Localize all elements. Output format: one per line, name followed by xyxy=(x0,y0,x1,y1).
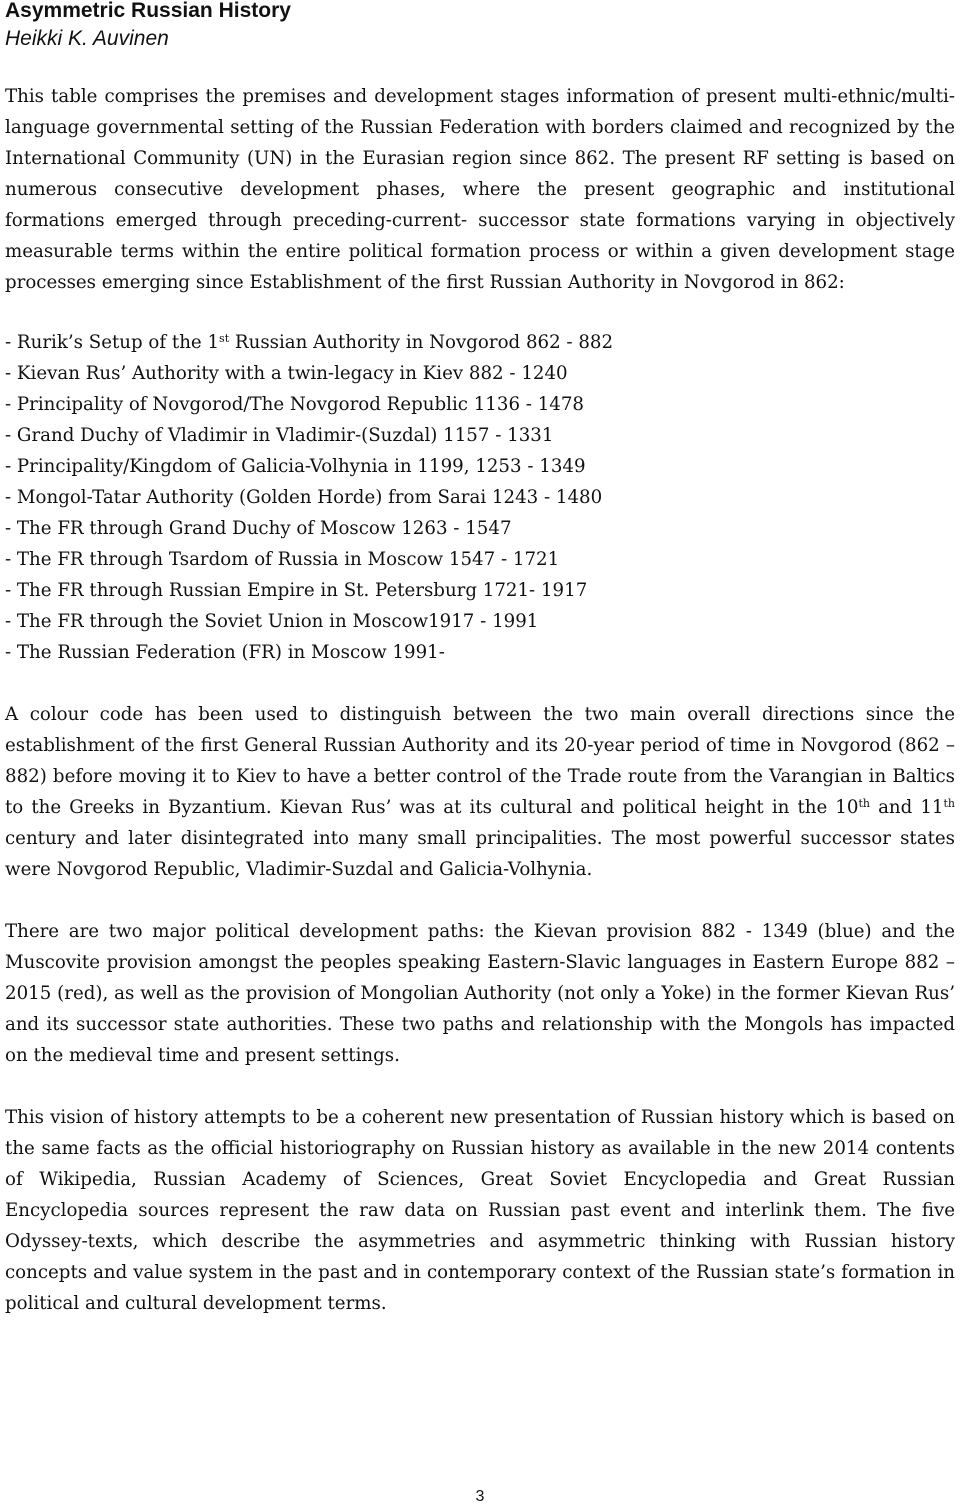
vision-paragraph: This vision of history attempts to be a coherent new presentation of Russian history which is based on the same facts as the official historiography on Russian history as available in the new 2014 contents of Wikipedia, Russian Academy of Sciences, Great Soviet Encyclopedia and Great Russian Encyclopedia sources represent the raw data on Russian past event and interlink them. The five Odyssey-texts, which describe the asymmetries and asymmetric thinking with Russian history concepts and value system in the past and in contemporary context of the Russian state’s formation in political and cultural development terms. xyxy=(5,1107,955,1314)
document-author: Heikki K. Auvinen xyxy=(5,27,169,50)
development-paths-paragraph: There are two major political development paths: the Kievan provision 882 - 1349 (blue) and the Muscovite provision amongst the peoples speaking Eastern-Slavic languages in Eastern Europe 882 – 2015 (red), as well as the provision of Mongolian Authority (not only a Yoke) in the former Kievan Rus’ and its successor state authorities. These two paths and relationship with the Mongols has impacted on the medieval time and present settings. xyxy=(5,921,955,1066)
ordinal-suffix: st xyxy=(219,332,230,345)
list-item: - The FR through the Soviet Union in Moscow1917 - 1991 xyxy=(5,611,539,632)
list-item xyxy=(5,327,955,358)
development-stages-list xyxy=(5,327,955,668)
document-title: Asymmetric Russian History xyxy=(5,0,291,22)
intro-paragraph: This table comprises the premises and development stages information of present multi-ethnic/multi-language governmental setting of the Russian Federation with borders claimed and recognized by the International Community (UN) in the Eurasian region since 862. The present RF setting is based on numerous consecutive development phases, where the present geographic and institutional formations emerged through preceding-current- successor state formations varying in objectively measurable terms within the entire political formation process or within a given development stage processes emerging since Establishment of the first Russian Authority in Novgorod in 862: xyxy=(5,86,955,293)
list-item-text: - Rurik’s Setup of the 1 xyxy=(5,332,220,353)
ordinal-suffix: th xyxy=(943,797,956,810)
ordinal-suffix: th xyxy=(858,797,870,810)
page-number: 3 xyxy=(475,1488,485,1505)
list-item: - The FR through Grand Duchy of Moscow 1263 - 1547 xyxy=(5,518,512,539)
colour-code-paragraph xyxy=(5,699,955,885)
list-item: - The FR through Russian Empire in St. Petersburg 1721- 1917 xyxy=(5,580,588,601)
paragraph-text: A colour code has been used to distinguish between the two main overall directions since the establishment of the first General Russian Authority and its 20-year period of time in Novgorod (862 – 882) before moving it to Kiev to have a better control of the Trade route from the Varangian in Baltics to the Greeks in Byzantium. Kievan Rus’ was at its cultural and political height in the 10 xyxy=(5,704,955,818)
list-item: - The FR through Tsardom of Russia in Moscow 1547 - 1721 xyxy=(5,549,560,570)
list-item: - Principality/Kingdom of Galicia-Volhynia in 1199, 1253 - 1349 xyxy=(5,456,586,477)
list-item: - The Russian Federation (FR) in Moscow 1991- xyxy=(5,642,445,663)
list-item-text: Russian Authority in Novgorod 862 - 882 xyxy=(229,332,614,353)
paragraph-text: century and later disintegrated into many small principalities. The most powerful successor states were Novgorod Republic, Vladimir-Suzdal and Galicia-Volhynia. xyxy=(5,828,955,880)
list-item: - Principality of Novgorod/The Novgorod Republic 1136 - 1478 xyxy=(5,394,585,415)
list-item: - Grand Duchy of Vladimir in Vladimir-(Suzdal) 1157 - 1331 xyxy=(5,425,554,446)
document-page xyxy=(5,0,955,1319)
paragraph-text: and 11 xyxy=(869,797,944,818)
list-item: - Mongol-Tatar Authority (Golden Horde) from Sarai 1243 - 1480 xyxy=(5,487,603,508)
list-item: - Kievan Rus’ Authority with a twin-legacy in Kiev 882 - 1240 xyxy=(5,363,568,384)
